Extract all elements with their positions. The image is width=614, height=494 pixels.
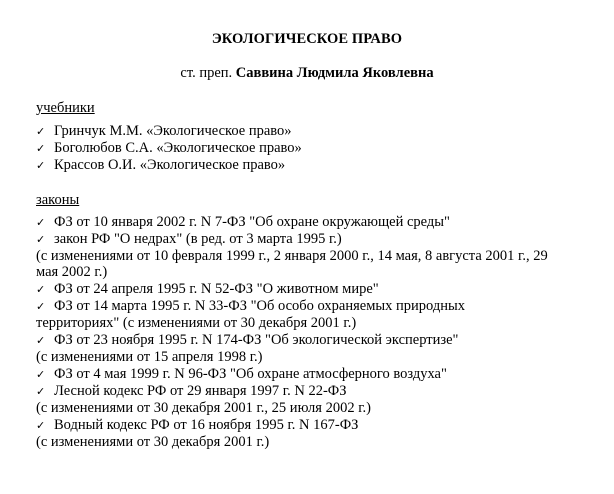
law-item: ФЗ от 24 апреля 1995 г. N 52-ФЗ "О животном мире" bbox=[54, 281, 379, 297]
list-item bbox=[36, 231, 342, 248]
law-item-continuation: (с изменениями от 30 декабря 2001 г.) bbox=[36, 434, 270, 450]
list-item bbox=[36, 157, 285, 174]
law-item-continuation: территориях" (с изменениями от 30 декабря 2001 г.) bbox=[36, 315, 357, 331]
law-item: ФЗ от 23 ноября 1995 г. N 174-ФЗ "Об экологической экспертизе" bbox=[54, 332, 459, 348]
textbook-item: Гринчук М.М. «Экологическое право» bbox=[54, 123, 292, 139]
list-item bbox=[36, 332, 458, 349]
list-item bbox=[36, 140, 302, 157]
checkmark-icon: ✓ bbox=[36, 300, 46, 313]
law-item: ФЗ от 4 мая 1999 г. N 96-ФЗ "Об охране атмосферного воздуха" bbox=[54, 366, 447, 382]
list-item bbox=[36, 417, 358, 434]
author-prefix: ст. преп. bbox=[180, 65, 233, 81]
author-line bbox=[0, 65, 614, 82]
checkmark-icon: ✓ bbox=[36, 142, 46, 155]
checkmark-icon: ✓ bbox=[36, 159, 46, 172]
law-item: Лесной кодекс РФ от 29 января 1997 г. N 22-ФЗ bbox=[54, 383, 347, 399]
list-item bbox=[36, 123, 292, 140]
law-item-continuation: (с изменениями от 15 апреля 1998 г.) bbox=[36, 349, 263, 365]
laws-heading: законы bbox=[36, 192, 80, 208]
list-item bbox=[36, 383, 347, 400]
list-item bbox=[36, 298, 465, 315]
law-item: Водный кодекс РФ от 16 ноября 1995 г. N 167-ФЗ bbox=[54, 417, 359, 433]
list-item bbox=[36, 281, 379, 298]
checkmark-icon: ✓ bbox=[36, 283, 46, 296]
law-item-continuation: (с изменениями от 30 декабря 2001 г., 25 июля 2002 г.) bbox=[36, 400, 371, 416]
checkmark-icon: ✓ bbox=[36, 216, 46, 229]
law-item-continuation: (с изменениями от 10 февраля 1999 г., 2 января 2000 г., 14 мая, 8 августа 2001 г., 29 bbox=[36, 248, 548, 264]
list-item bbox=[36, 214, 450, 231]
checkmark-icon: ✓ bbox=[36, 125, 46, 138]
textbook-item: Боголюбов С.А. «Экологическое право» bbox=[54, 140, 302, 156]
checkmark-icon: ✓ bbox=[36, 419, 46, 432]
checkmark-icon: ✓ bbox=[36, 385, 46, 398]
law-item: закон РФ "О недрах" (в ред. от 3 марта 1995 г.) bbox=[54, 231, 342, 247]
law-item: ФЗ от 14 марта 1995 г. N 33-ФЗ "Об особо охраняемых природных bbox=[54, 298, 465, 314]
law-item-continuation: мая 2002 г.) bbox=[36, 264, 108, 280]
document-title: ЭКОЛОГИЧЕСКОЕ ПРАВО bbox=[211, 31, 403, 47]
law-item: ФЗ от 10 января 2002 г. N 7-ФЗ "Об охране окружающей среды" bbox=[54, 214, 450, 230]
checkmark-icon: ✓ bbox=[36, 368, 46, 381]
checkmark-icon: ✓ bbox=[36, 233, 46, 246]
textbook-item: Крассов О.И. «Экологическое право» bbox=[54, 157, 286, 173]
list-item bbox=[36, 366, 447, 383]
checkmark-icon: ✓ bbox=[36, 334, 46, 347]
textbooks-heading: учебники bbox=[36, 100, 95, 116]
author-name: Саввина Людмила Яковлевна bbox=[235, 65, 434, 81]
